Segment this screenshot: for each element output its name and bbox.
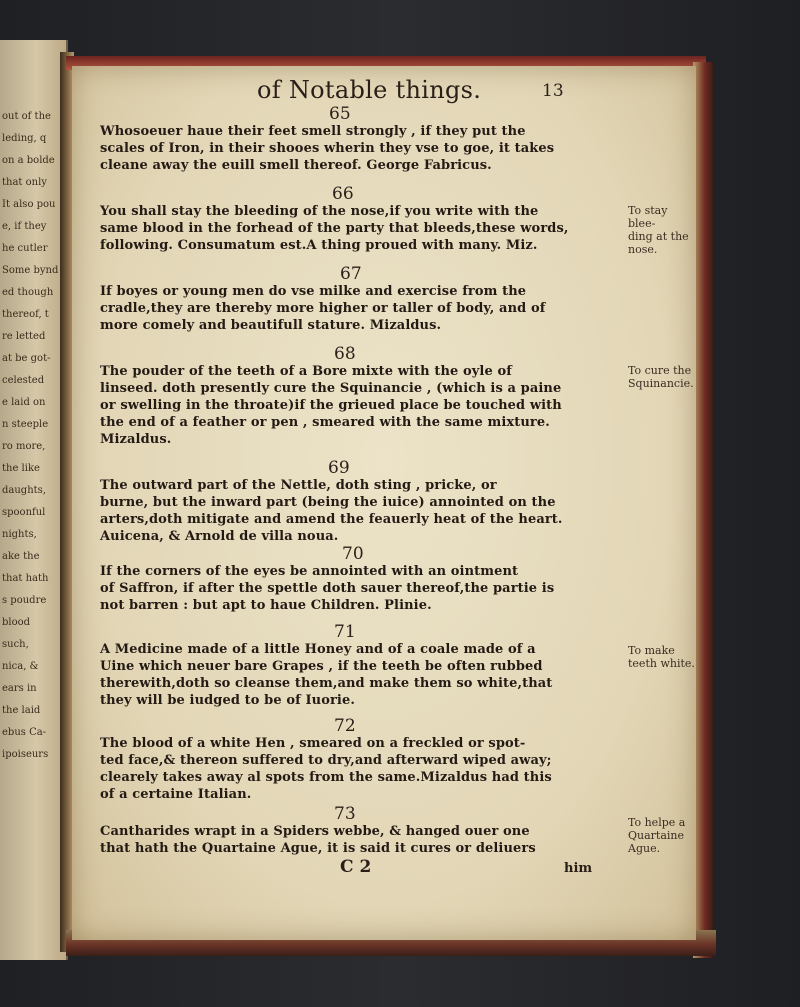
entry-line: of a certaine Italian. <box>100 787 252 802</box>
note-line: teeth white. <box>628 657 695 670</box>
marginal-note <box>628 644 698 670</box>
entry-number: 67 <box>340 264 362 284</box>
entry-line: If boyes or young men do vse milke and exercise from the <box>100 284 527 299</box>
entry-line: Cantharides wrapt in a Spiders webbe, & hanged ouer one <box>100 824 530 839</box>
previous-page-fragment: leding, q <box>2 133 47 144</box>
previous-page-fragment: celested <box>2 375 45 386</box>
entry-line: You shall stay the bleeding of the nose,if you write with the <box>100 204 539 219</box>
entry-line: Mizaldus. <box>100 432 172 447</box>
previous-page-fragment: the laid <box>2 705 41 716</box>
previous-page-fragment: he cutler <box>2 243 48 254</box>
entry-number: 69 <box>328 458 350 478</box>
entry-line: The blood of a white Hen , smeared on a freckled or spot- <box>100 736 526 751</box>
entry-line: A Medicine made of a little Honey and of a coale made of a <box>100 642 536 657</box>
marginal-note <box>628 364 698 390</box>
book-page <box>72 66 696 940</box>
previous-page-fragment: ed though <box>2 287 54 298</box>
running-title: of Notable things. <box>257 76 482 104</box>
previous-page-fragment: that hath <box>2 573 49 584</box>
entry-line: the end of a feather or pen , smeared with the same mixture. <box>100 415 550 430</box>
previous-page-fragment: e, if they <box>2 221 47 232</box>
note-line: Squinancie. <box>628 377 694 390</box>
previous-page-fragment: the like <box>2 463 40 474</box>
entry-line: cleane away the euill smell thereof. George Fabricus. <box>100 158 492 173</box>
previous-page-fragment: re letted <box>2 331 46 342</box>
previous-page-fragment: such, <box>2 639 29 650</box>
entry-line: clearely takes away al spots from the same.Mizaldus had this <box>100 770 552 785</box>
previous-page-fragment: nica, & <box>2 661 39 672</box>
entry-line: not barren : but apt to haue Children. Plinie. <box>100 598 432 613</box>
entry-number: 72 <box>334 716 356 736</box>
entry-line: The outward part of the Nettle, doth sting , pricke, or <box>100 478 497 493</box>
entry-number: 73 <box>334 804 356 824</box>
entry-line: Auicena, & Arnold de villa noua. <box>100 529 339 544</box>
catchword: him <box>564 861 593 876</box>
previous-page-fragment: Some bynd <box>2 265 59 276</box>
entry-number: 66 <box>332 184 354 204</box>
note-line: To stay blee- <box>628 204 668 230</box>
previous-page-fragment: spoonful <box>2 507 46 518</box>
entry-number: 68 <box>334 344 356 364</box>
previous-page-fragment: ake the <box>2 551 40 562</box>
entry-line: or swelling in the throate)if the grieued place be touched with <box>100 398 562 413</box>
marginal-note <box>628 816 698 855</box>
previous-page-fragment: ro more, <box>2 441 46 452</box>
note-line: Ague. <box>628 842 661 855</box>
entry-line: burne, but the inward part (being the iuice) annointed on the <box>100 495 556 510</box>
entry-line: cradle,they are thereby more higher or taller of body, and of <box>100 301 546 316</box>
previous-page-fragment: s poudre <box>2 595 47 606</box>
previous-page-fragment: ebus Ca- <box>2 727 47 738</box>
entry-line: Uine which neuer bare Grapes , if the teeth be often rubbed <box>100 659 543 674</box>
entry-line: The pouder of the teeth of a Bore mixte with the oyle of <box>100 364 512 379</box>
entry-line: they will be iudged to be of Iuorie. <box>100 693 355 708</box>
entry-line: of Saffron, if after the spettle doth sauer thereof,the partie is <box>100 581 555 596</box>
entry-number: 65 <box>329 104 351 124</box>
page-number: 13 <box>542 81 564 101</box>
entry-line: that hath the Quartaine Ague, it is said it cures or deliuers <box>100 841 536 856</box>
previous-page-fragment: ipoiseurs <box>2 749 49 760</box>
entry-line: ted face,& thereon suffered to dry,and afterward wiped away; <box>100 753 552 768</box>
entry-number: 70 <box>342 544 364 564</box>
previous-page-fragment: n steeple <box>2 419 49 430</box>
previous-page-fragment: thereof, t <box>2 309 49 320</box>
note-line: To make <box>628 644 675 657</box>
signature-mark: C 2 <box>340 857 372 877</box>
entry-line: therewith,doth so cleanse them,and make them so white,that <box>100 676 553 691</box>
note-line: nose. <box>628 243 658 256</box>
previous-page-fragment: out of the <box>2 111 51 122</box>
previous-page-fragment: nights, <box>2 529 37 540</box>
previous-page-fragment: e laid on <box>2 397 46 408</box>
note-line: ding at the <box>628 230 689 243</box>
previous-page-fragment: daughts, <box>2 485 46 496</box>
entry-line: scales of Iron, in their shooes wherin they vse to goe, it takes <box>100 141 555 156</box>
entry-line: arters,doth mitigate and amend the feauerly heat of the heart. <box>100 512 563 527</box>
previous-page-fragment: on a bolde <box>2 155 55 166</box>
previous-page-fragment: that only <box>2 177 47 188</box>
note-line: Quartaine <box>628 829 685 842</box>
marginal-note <box>628 204 698 256</box>
previous-page-fragment: blood <box>2 617 31 628</box>
note-line: To cure the <box>628 364 692 377</box>
entry-number: 71 <box>334 622 356 642</box>
entry-line: If the corners of the eyes be annointed with an ointment <box>100 564 519 579</box>
entry-line: more comely and beautifull stature. Mizaldus. <box>100 318 442 333</box>
entry-line: same blood in the forhead of the party that bleeds,these words, <box>100 221 569 236</box>
entry-line: linseed. doth presently cure the Squinancie , (which is a paine <box>100 381 562 396</box>
previous-page-edge <box>0 40 68 960</box>
note-line: To helpe a <box>628 816 686 829</box>
previous-page-fragment: at be got- <box>2 353 51 364</box>
previous-page-fragment: It also pou <box>2 199 56 210</box>
entry-line: following. Consumatum est.A thing proued with many. Miz. <box>100 238 538 253</box>
previous-page-fragment: ears in <box>2 683 37 694</box>
entry-line: Whosoeuer haue their feet smell strongly , if they put the <box>100 124 526 139</box>
